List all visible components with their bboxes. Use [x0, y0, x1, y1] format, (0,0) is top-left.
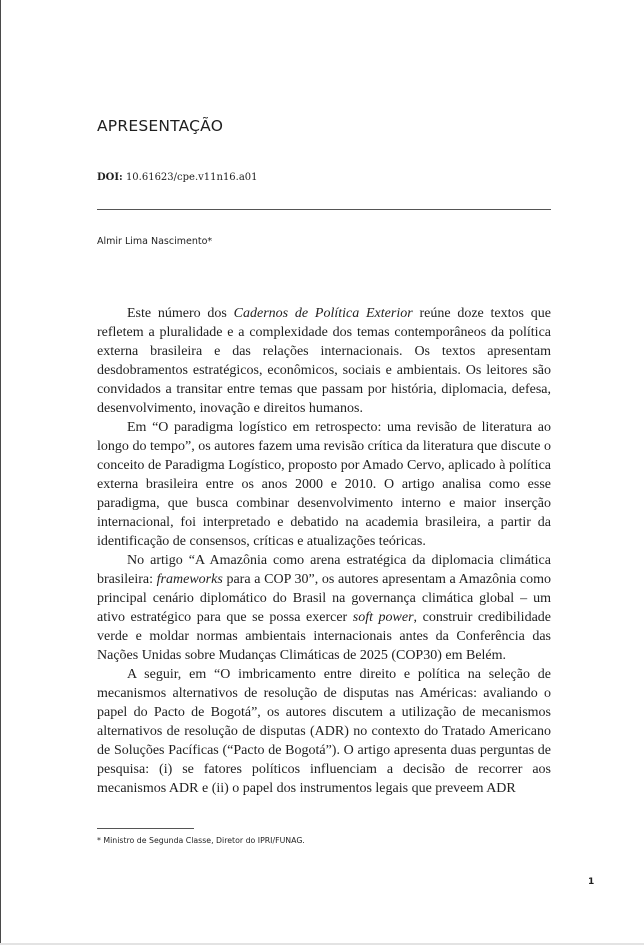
author-name: Almir Lima Nascimento*: [97, 236, 213, 247]
body-paragraph: [97, 551, 551, 665]
paragraph-text: para a COP 30”, os autores apresentam a Amazônia como principal cenário diplomático do Brasil na governança climática global – um ativo estratégico para que se possa exercer: [97, 572, 551, 625]
page-title: APRESENTAÇÃO: [97, 117, 224, 135]
paragraph-text: , construir credibilidade verde e moldar normas ambientais internacionais antes da Conferência das Nações Unidas sobre Mudanças Climáticas de 2025 (COP30) em Belém.: [97, 610, 551, 663]
doi-line: [97, 172, 258, 183]
doi-label: DOI:: [97, 172, 123, 183]
doi-value: 10.61623/cpe.v11n16.a01: [122, 172, 258, 183]
article-body: [97, 304, 551, 798]
paragraph-text: reúne doze textos que refletem a pluralidade e a complexidade dos temas contemporâneos da política externa brasileira e das relações internacionais. Os textos apresentam desdobramentos estratégicos, econômicos, sociais e ambientais. Os leitores são convidados a transitar entre temas que passam por história, diplomacia, defesa, desenvolvimento, inovação e direitos humanos.: [97, 306, 551, 416]
italic-text: Cadernos de Política Exterior: [233, 306, 413, 321]
footnote-divider: [97, 828, 194, 829]
italic-text: frameworks: [156, 572, 223, 587]
italic-text: soft power: [352, 610, 414, 625]
footnote: * Ministro de Segunda Classe, Diretor do IPRI/FUNAG.: [97, 836, 305, 845]
page-edge: [0, 0, 1, 945]
paragraph-text: Em “O paradigma logístico em retrospecto: uma revisão de literatura ao longo do tempo”, os autores fazem uma revisão crítica da literatura que discute o conceito de Paradigma Logístico, proposto por Amado Cervo, aplicado à política externa brasileira entre os anos 2000 e 2010. O artigo analisa como esse paradigma, que busca combinar desenvolvimento interno e maior inserção internacional, foi interpretado e debatido na academia brasileira, a partir da identificação de consensos, críticas e atualizações teóricas.: [97, 420, 551, 549]
header-divider: [97, 209, 551, 210]
page-number: 1: [588, 877, 595, 887]
body-paragraph: [97, 665, 551, 798]
paragraph-text: A seguir, em “O imbricamento entre direito e política na seleção de mecanismos alternativos de resolução de disputas nas Américas: avaliando o papel do Pacto de Bogotá”, os autores discutem a utilização de mecanismos alternativos de resolução de disputas (ADR) no contexto do Tratado Americano de Soluções Pacíficas (“Pacto de Bogotá”). O artigo apresenta duas perguntas de pesquisa: (i) se fatores políticos influenciam a decisão de recorrer aos mecanismos ADR e (ii) o papel dos instrumentos legais que preveem ADR: [97, 667, 551, 796]
paragraph-text: Este número dos: [127, 306, 234, 321]
body-paragraph: [97, 304, 551, 418]
paragraph-text: No artigo “A Amazônia como arena estratégica da diplomacia climática brasileira:: [97, 553, 551, 587]
body-paragraph: [97, 418, 551, 551]
